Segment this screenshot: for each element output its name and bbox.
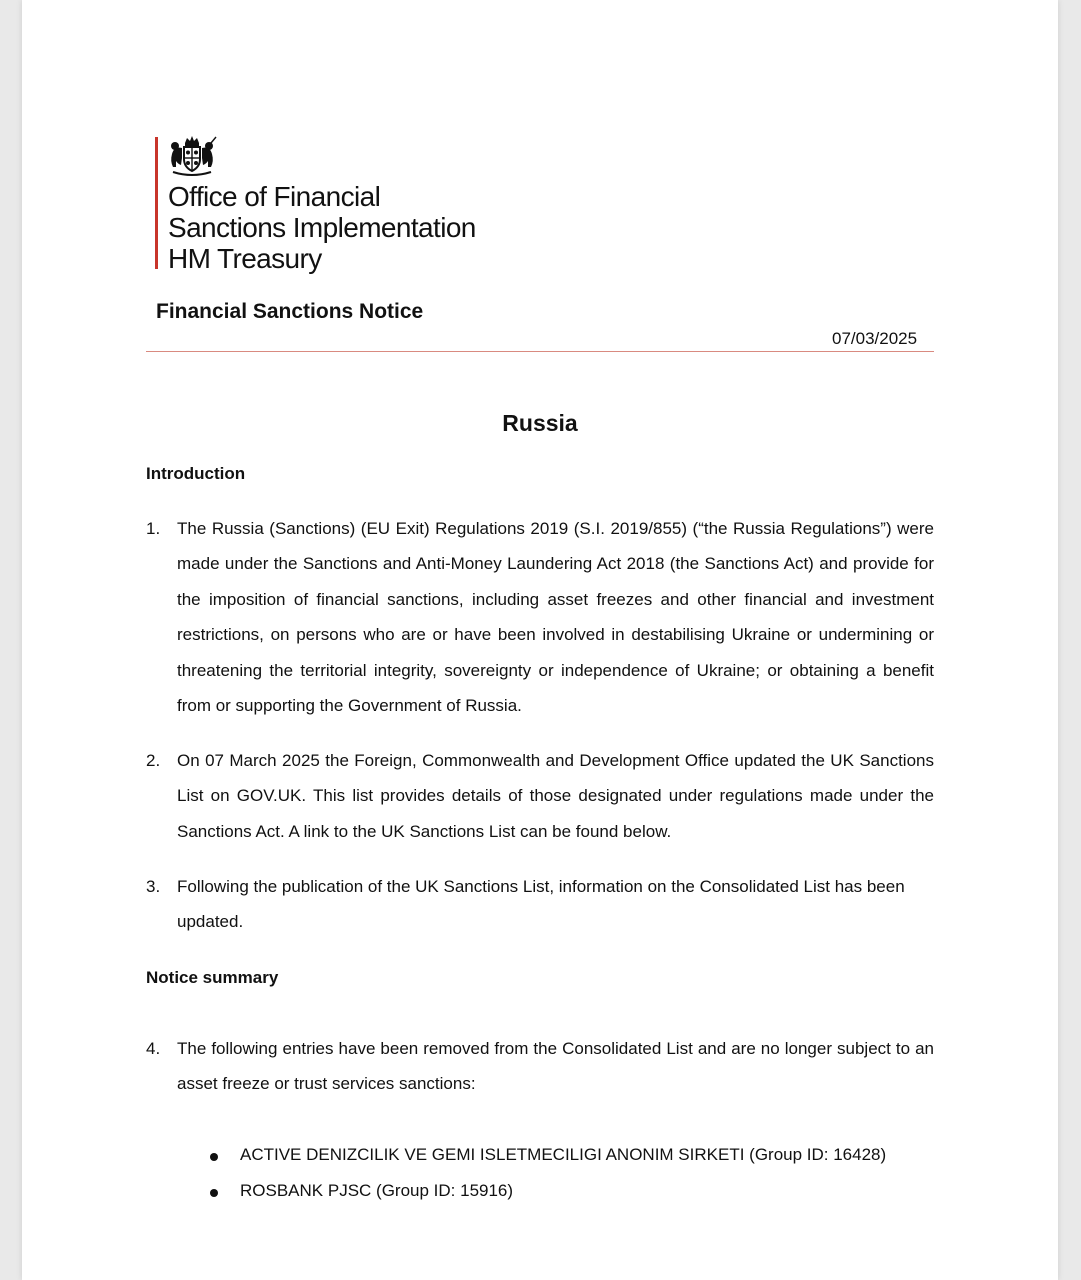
paragraph-number: 3. bbox=[146, 877, 161, 896]
ofsi-logo bbox=[155, 134, 555, 274]
paragraph-2: On 07 March 2025 the Foreign, Commonwealth and Development Office updated the UK Sanctions List on GOV.UK. This list provides details of those designated under regulations made under the Sanctions Act. A link to the UK Sanctions List can be found below. bbox=[177, 751, 934, 841]
regime-title: Russia bbox=[502, 410, 578, 436]
paragraph-number: 4. bbox=[146, 1039, 161, 1058]
org-name-line-3: HM Treasury bbox=[168, 243, 322, 274]
paragraph-number: 2. bbox=[146, 751, 161, 770]
bullet-icon bbox=[210, 1189, 218, 1197]
document-page bbox=[22, 0, 1058, 1280]
header-divider bbox=[146, 351, 934, 352]
notice-date: 07/03/2025 bbox=[832, 329, 918, 348]
section-heading-notice-summary: Notice summary bbox=[146, 968, 279, 987]
logo-accent-bar bbox=[155, 137, 158, 269]
royal-coat-of-arms-icon bbox=[165, 134, 219, 178]
list-item: ROSBANK PJSC (Group ID: 15916) bbox=[240, 1181, 514, 1200]
notice-type-title: Financial Sanctions Notice bbox=[156, 300, 424, 323]
paragraph-4: The following entries have been removed from the Consolidated List and are no longer subject to an asset freeze or trust services sanctions: bbox=[177, 1039, 934, 1094]
paragraph-1: The Russia (Sanctions) (EU Exit) Regulations 2019 (S.I. 2019/855) (“the Russia Regulations”) were made under the Sanctions and Anti-Money Laundering Act 2018 (the Sanctions Act) and provide for the imposition of financial sanctions, including asset freezes and other financial and investment restrictions, on persons who are or have been involved in destabilising Ukraine or undermining or threatening the territorial integrity, sovereignty or independence of Ukraine; or obtaining a benefit from or supporting the Government of Russia. bbox=[177, 519, 934, 716]
list-item: ACTIVE DENIZCILIK VE GEMI ISLETMECILIGI ANONIM SIRKETI (Group ID: 16428) bbox=[240, 1145, 887, 1164]
org-name-line-1: Office of Financial bbox=[168, 181, 381, 212]
paragraph-3: Following the publication of the UK Sanctions List, information on the Consolidated List has been updated. bbox=[177, 877, 905, 932]
org-name-line-2: Sanctions Implementation bbox=[168, 212, 476, 243]
section-heading-introduction: Introduction bbox=[146, 464, 246, 483]
bullet-icon bbox=[210, 1153, 218, 1161]
paragraph-number: 1. bbox=[146, 519, 161, 538]
